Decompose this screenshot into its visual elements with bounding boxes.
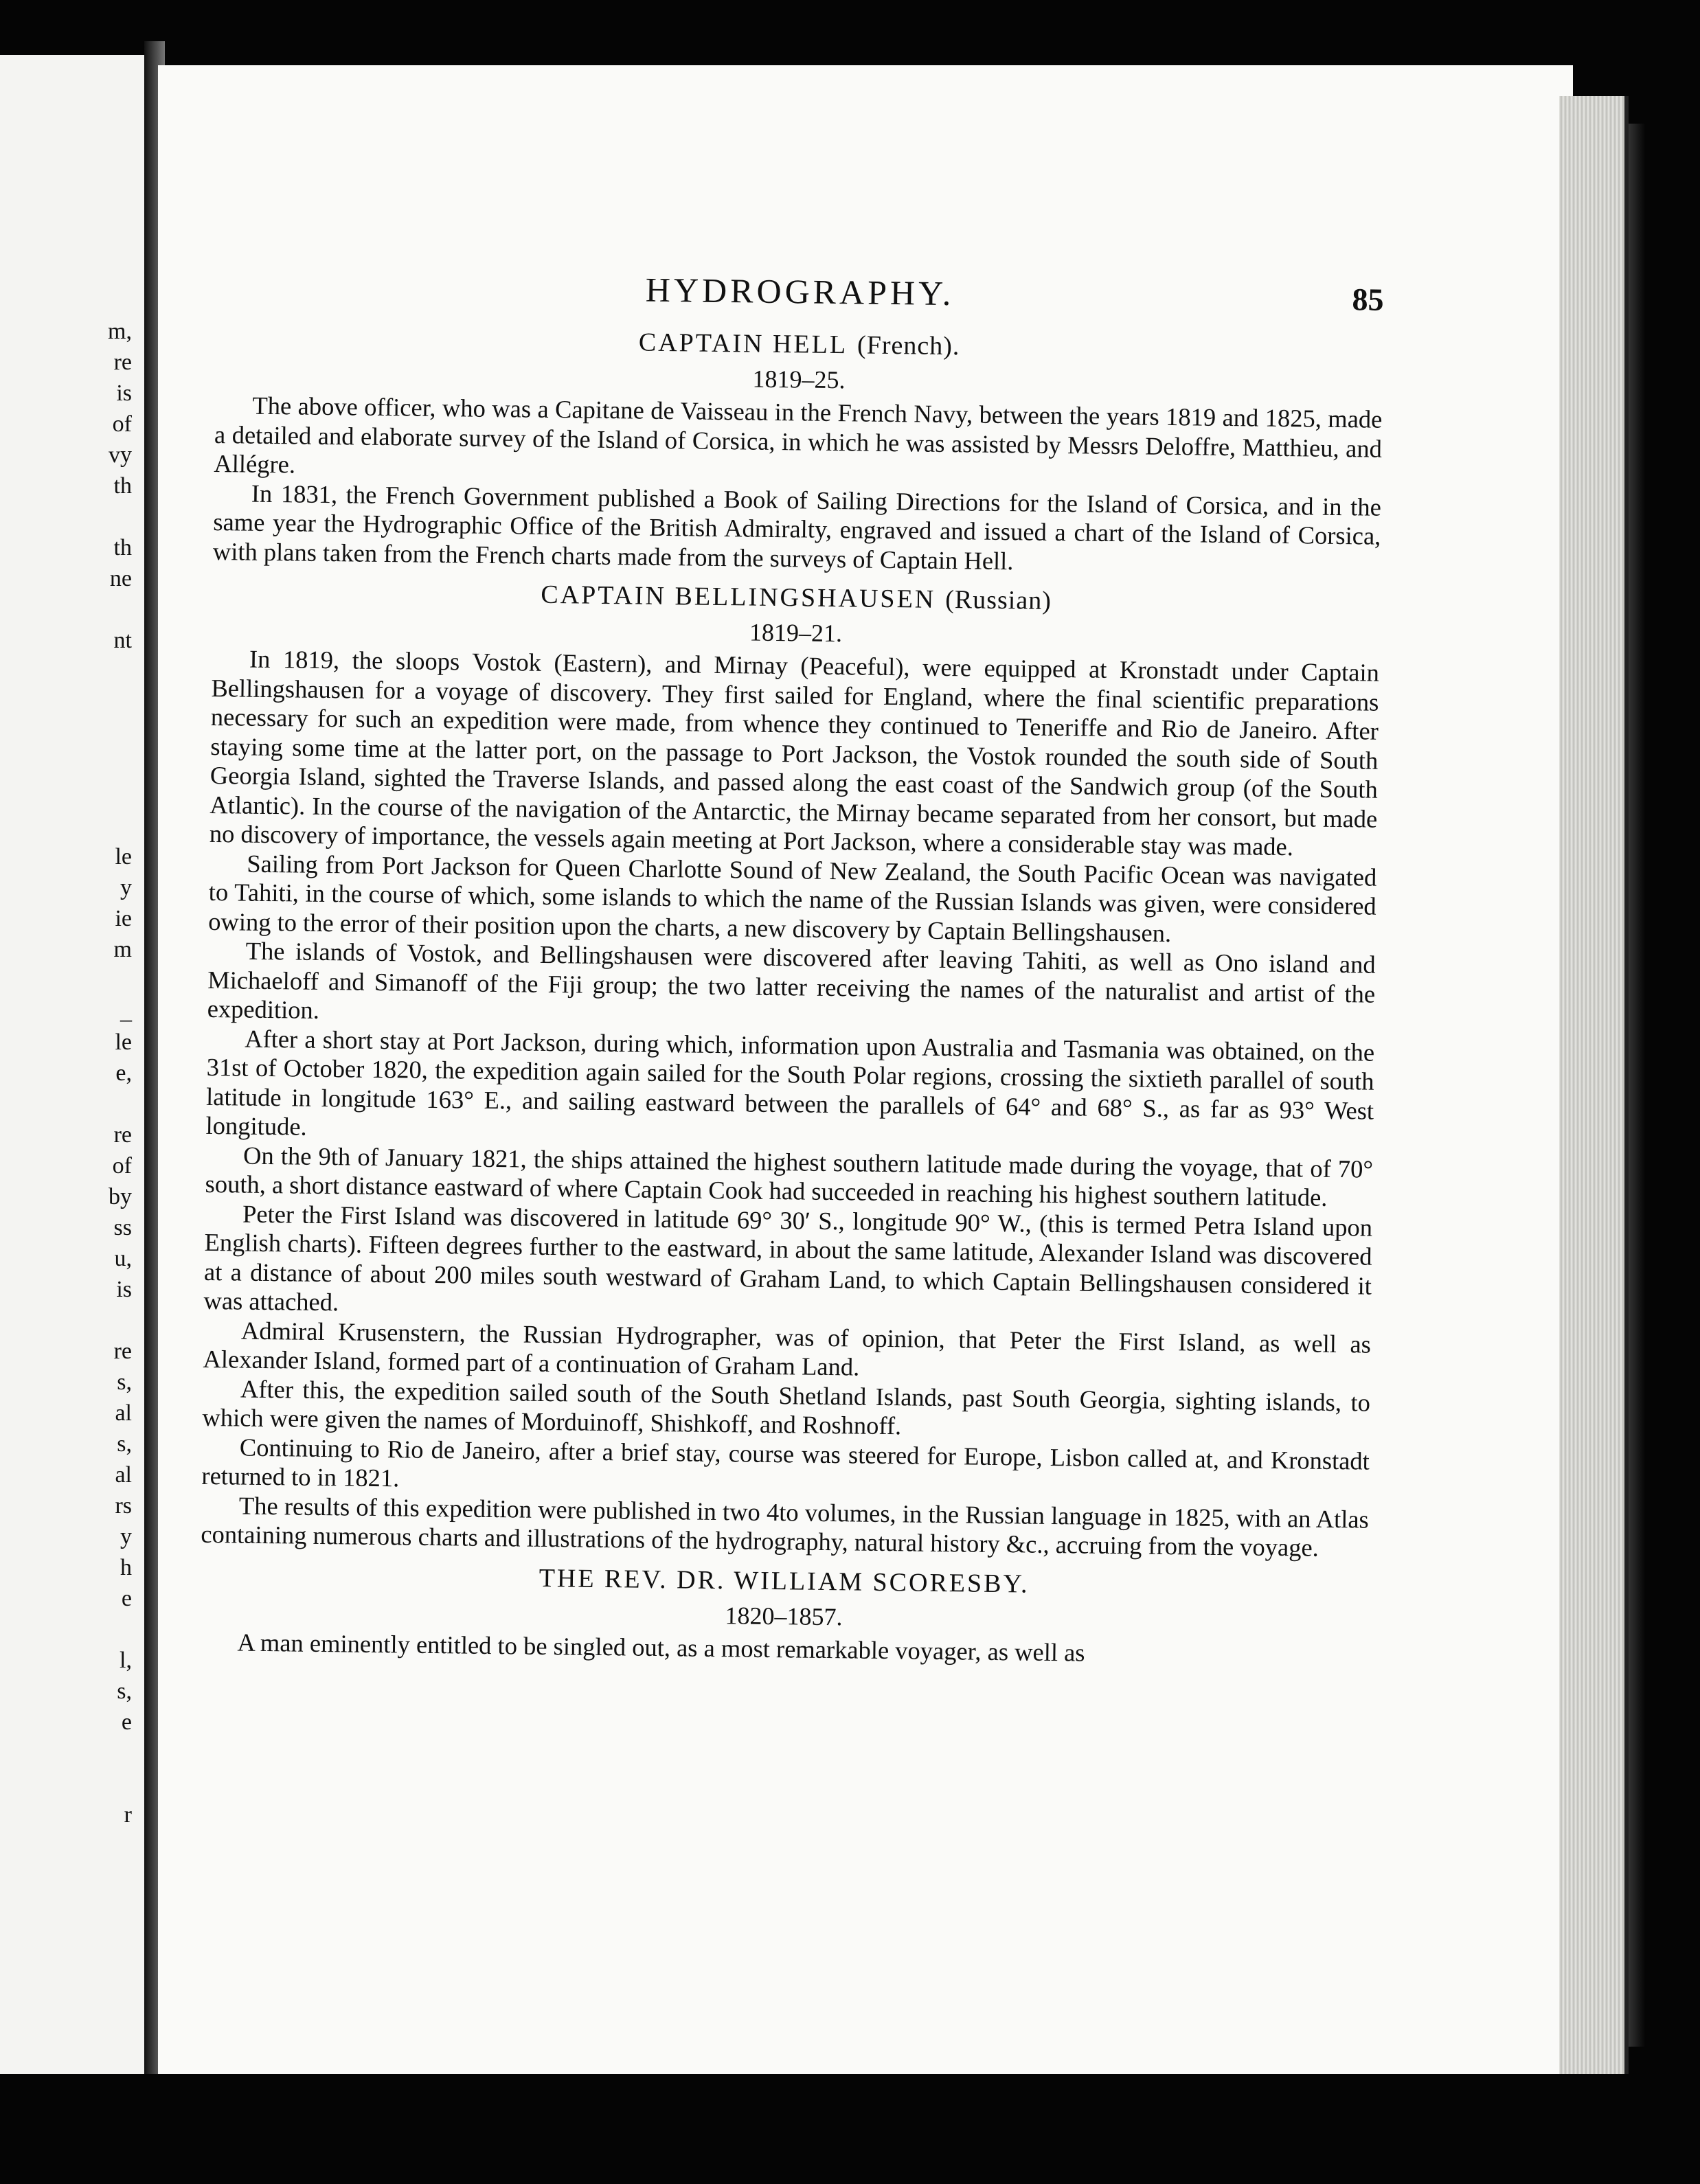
facing-page bbox=[0, 55, 146, 2074]
section-william-scoresby bbox=[199, 1558, 1368, 1670]
paragraph: After this, the expedition sailed south of the South Shetland Islands, past South Georgia, sighting islands, to which were given the names of Morduinoff, Shishkoff, and Roshnoff. bbox=[202, 1374, 1371, 1440]
facing-page-fragment: s, bbox=[117, 1431, 132, 1457]
facing-page-fragment bbox=[1, 749, 132, 780]
facing-page-fragment: _ bbox=[120, 999, 132, 1024]
paragraph: In 1831, the French Government published a Book of Sailing Directions for the Island of Corsica, and in the same year the Hydrographic Office of the British Admiralty, engraved and issued a chart of the Island of Corsica, with plans taken from the French charts made from the surveys of Captain Hell. bbox=[212, 479, 1382, 575]
section-nationality: (French). bbox=[857, 330, 960, 361]
facing-page-fragment bbox=[1, 780, 132, 810]
running-title: HYDROGRAPHY. bbox=[645, 270, 955, 313]
paragraph: Peter the First Island was discovered in latitude 69° 30′ S., longitude 90° W., (this is termed Petra Island upon English charts). Fifteen degrees further to the eastward, in about the same latitude, Alexander Island was discovered at a distance of about 200 miles south westward of Graham Land, to which Captain Bellingshausen considered it was attached. bbox=[203, 1199, 1373, 1317]
facing-page-fragment: is bbox=[116, 1277, 132, 1302]
section-dates: 1819–25. bbox=[752, 365, 846, 394]
page-number: 85 bbox=[1352, 282, 1384, 317]
facing-page-fragment bbox=[1, 810, 132, 841]
facing-page-fragment: u, bbox=[114, 1246, 132, 1271]
section-captain-hell bbox=[213, 322, 1383, 580]
facing-page-fragment: e, bbox=[115, 1060, 132, 1086]
section-nationality: (Russian) bbox=[944, 585, 1052, 615]
facing-page-fragment: le bbox=[115, 1030, 132, 1055]
facing-page-fragment: vy bbox=[109, 442, 132, 468]
facing-page-text-fragments bbox=[1, 316, 132, 1830]
facing-page-fragment: e bbox=[121, 1709, 132, 1735]
section-captain-bellingshausen bbox=[201, 576, 1380, 1563]
facing-page-fragment bbox=[1, 1614, 132, 1645]
facing-page-fragment: of bbox=[112, 411, 132, 437]
facing-page-fragment: l, bbox=[120, 1648, 132, 1673]
paragraph: Continuing to Rio de Janeiro, after a brief stay, course was steered for Europe, Lisbon called at, and Kronstadt returned to in 1821. bbox=[201, 1433, 1370, 1492]
paragraph: On the 9th of January 1821, the ships attained the highest southern latitude made during the voyage, that of 70° south, a short distance eastward of where Captain Cook had succeeded in reaching his highest southern latitude. bbox=[205, 1141, 1374, 1212]
facing-page-fragment: m, bbox=[108, 319, 132, 344]
paragraph: Admiral Krusenstern, the Russian Hydrographer, was of opinion, that Peter the First Island, as well as Alexander Island, formed part of a continuation of Graham Land. bbox=[203, 1316, 1372, 1381]
facing-page-fragment bbox=[1, 594, 132, 625]
paragraph: After a short stay at Port Jackson, during which, information upon Australia and Tasmania was obtained, on the 31st of October 1820, the expedition again sailed for the South Polar regions, crossing the sixtieth parallel of south latitude in longitude 163° E., and sailing eastward between the parallels of 64° and 68° S., as far as 93° West longitude. bbox=[205, 1024, 1375, 1141]
facing-page-fragment bbox=[1, 1089, 132, 1119]
facing-page-fragment: y bbox=[120, 875, 132, 900]
facing-page-fragment: m bbox=[113, 937, 132, 962]
facing-page-fragment: al bbox=[115, 1462, 132, 1488]
facing-page-fragment: th bbox=[113, 473, 132, 499]
facing-page-fragment: rs bbox=[115, 1493, 132, 1518]
facing-page-fragment bbox=[1, 965, 132, 996]
page-block-edge bbox=[1559, 96, 1629, 2074]
facing-page-fragment: by bbox=[109, 1184, 132, 1209]
paragraph: Sailing from Port Jackson for Queen Charlotte Sound of New Zealand, the South Pacific Ocean was navigated to Tahiti, in the course of which, some islands to which the name of the Russian Islands was given, were considered owing to the error of their position upon the charts, a new discovery by Captain Bellingshausen. bbox=[208, 849, 1377, 947]
facing-page-fragment: r bbox=[124, 1802, 132, 1828]
paragraph: In 1819, the sloops Vostok (Eastern), and Mirnay (Peaceful), were equipped at Kronstadt under Captain Bellingshausen for a voyage of discovery. They first sailed for England, where the final scientific preparations necessary for such an expedition were made, from whence they continued to Teneriffe and Rio de Janeiro. After staying some time at the latter port, on the passage to Port Jackson, the Vostok rounded the south side of South Georgia Island, sighted the Traverse Islands, and passed along the east coast of the Sandwich group (of the South Atlantic). In the course of the navigation of the Antarctic, the Mirnay became separated from her consort, but made no discovery of importance, the vessels again meeting at Port Jackson, where a considerable stay was made. bbox=[209, 644, 1380, 861]
facing-page-fragment: le bbox=[115, 844, 132, 869]
facing-page-fragment: al bbox=[115, 1400, 132, 1426]
section-title: CAPTAIN BELLINGSHAUSEN bbox=[541, 580, 936, 614]
facing-page-fragment: y bbox=[120, 1524, 132, 1549]
facing-page-fragment: nt bbox=[113, 628, 132, 653]
facing-page-fragment: re bbox=[113, 1339, 132, 1364]
section-title: CAPTAIN HELL bbox=[638, 328, 848, 360]
facing-page-fragment: s, bbox=[117, 1679, 132, 1704]
facing-page-fragment bbox=[1, 501, 132, 532]
facing-page-fragment: is bbox=[116, 380, 132, 406]
facing-page-fragment: re bbox=[113, 1122, 132, 1148]
facing-page-fragment: e bbox=[121, 1586, 132, 1611]
facing-page-fragment: re bbox=[113, 350, 132, 375]
page-content bbox=[199, 264, 1384, 1671]
facing-page-fragment bbox=[1, 687, 132, 718]
facing-page-fragment: of bbox=[112, 1153, 132, 1179]
paragraph: A man eminently entitled to be singled out, as a most remarkable voyager, as well as bbox=[237, 1628, 1085, 1667]
facing-page-fragment: ne bbox=[109, 566, 132, 591]
facing-page-fragment: ie bbox=[115, 906, 132, 931]
facing-page-fragment bbox=[1, 1768, 132, 1799]
facing-page-fragment bbox=[1, 1738, 132, 1768]
facing-page-fragment: s, bbox=[117, 1369, 132, 1395]
facing-page-fragment bbox=[1, 656, 132, 687]
facing-page-fragment bbox=[1, 1305, 132, 1336]
paragraph: The above officer, who was a Capitane de Vaisseau in the French Navy, between the years 1819 and 1825, made a detailed and elaborate survey of the Island of Corsica, in which he was assisted by Messrs Deloffre, Matthieu, and Allégre. bbox=[214, 391, 1383, 479]
facing-page-fragment: h bbox=[120, 1555, 132, 1580]
facing-page-fragment bbox=[1, 718, 132, 749]
paragraph: The islands of Vostok, and Bellingshausen were discovered after leaving Tahiti, as well as Ono island and Michaeloff and Simanoff of the Fiji group; the two latter receiving the names of the naturalist and artist of the expedition. bbox=[207, 936, 1376, 1024]
paragraph: The results of this expedition were published in two 4to volumes, in the Russian language in 1825, with an Atlas containing numerous charts and illustrations of the hydrography, natural history &c., accruing from the voyage. bbox=[201, 1491, 1370, 1562]
page-block-shadow bbox=[1629, 124, 1645, 2047]
facing-page-fragment: ss bbox=[113, 1215, 132, 1240]
section-dates: 1820–1857. bbox=[725, 1601, 843, 1630]
section-dates: 1819–21. bbox=[749, 618, 843, 648]
facing-page-fragment: th bbox=[113, 535, 132, 560]
section-title: THE REV. DR. WILLIAM SCORESBY. bbox=[539, 1563, 1030, 1599]
